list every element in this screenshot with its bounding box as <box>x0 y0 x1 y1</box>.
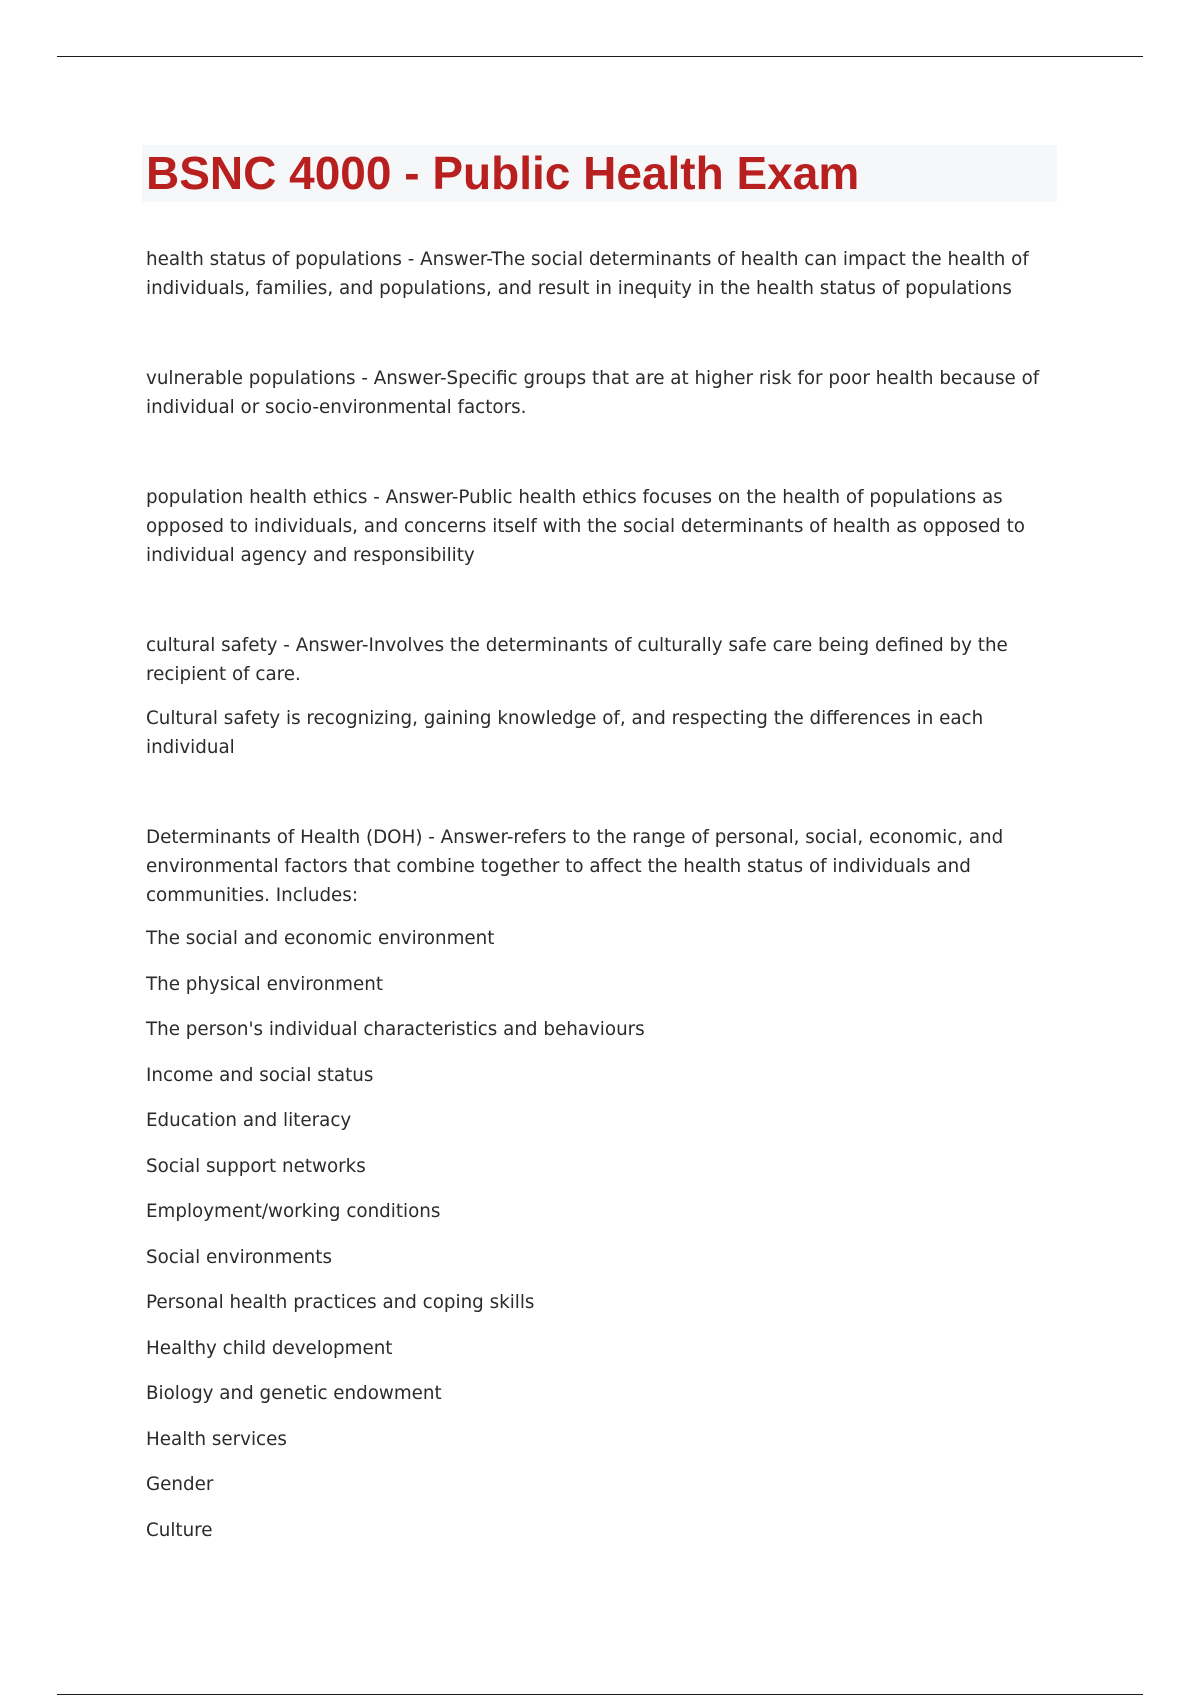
flashcard-cultural-safety <box>146 631 1066 762</box>
list-item: Gender <box>146 1474 214 1495</box>
list-item: Employment/working conditions <box>146 1201 441 1222</box>
list-item: Biology and genetic endowment <box>146 1383 442 1404</box>
flashcard-determinants-of-health <box>146 823 1066 1545</box>
card-text: cultural safety - Answer-Involves the determinants of culturally safe care being defined by the recipient of care. <box>146 635 1008 685</box>
list-item: The physical environment <box>146 973 383 995</box>
list-item: Culture <box>146 1519 213 1541</box>
flashcard-vulnerable-populations <box>146 364 1066 422</box>
card-text: Determinants of Health (DOH) - Answer-refers to the range of personal, social, economic, and environmental factors that combine together to affect the health status of individuals and communities. Includes: <box>146 827 1004 906</box>
list-item: Personal health practices and coping skills <box>146 1292 535 1313</box>
card-text: population health ethics - Answer-Public health ethics focuses on the health of populations as opposed to individuals, and concerns itself with the social determinants of health as opposed to individual agency and responsibility <box>146 487 1025 566</box>
card-text: vulnerable populations - Answer-Specific groups that are at higher risk for poor health because of individual or socio-environmental factors. <box>146 368 1040 418</box>
document-body <box>146 245 1066 1606</box>
list-item: Social environments <box>146 1246 332 1268</box>
bottom-divider <box>57 1694 1143 1695</box>
list-item: Healthy child development <box>146 1337 393 1359</box>
list-item: Education and literacy <box>146 1110 352 1131</box>
card-text: health status of populations - Answer-The social determinants of health can impact the health of individuals, families, and populations, and result in inequity in the health status of populations <box>146 249 1029 299</box>
list-item: Social support networks <box>146 1155 366 1177</box>
flashcard-health-status <box>146 245 1066 303</box>
card-extra-text: Cultural safety is recognizing, gaining knowledge of, and respecting the differences in each individual <box>146 708 984 758</box>
list-item: Income and social status <box>146 1064 374 1086</box>
determinants-list <box>146 924 1066 1545</box>
flashcard-population-health-ethics <box>146 483 1066 570</box>
list-item: The social and economic environment <box>146 928 495 949</box>
list-item: Health services <box>146 1428 287 1450</box>
document-title: BSNC 4000 - Public Health Exam <box>146 147 860 199</box>
list-item: The person's individual characteristics and behaviours <box>146 1019 645 1040</box>
top-divider <box>57 56 1143 57</box>
